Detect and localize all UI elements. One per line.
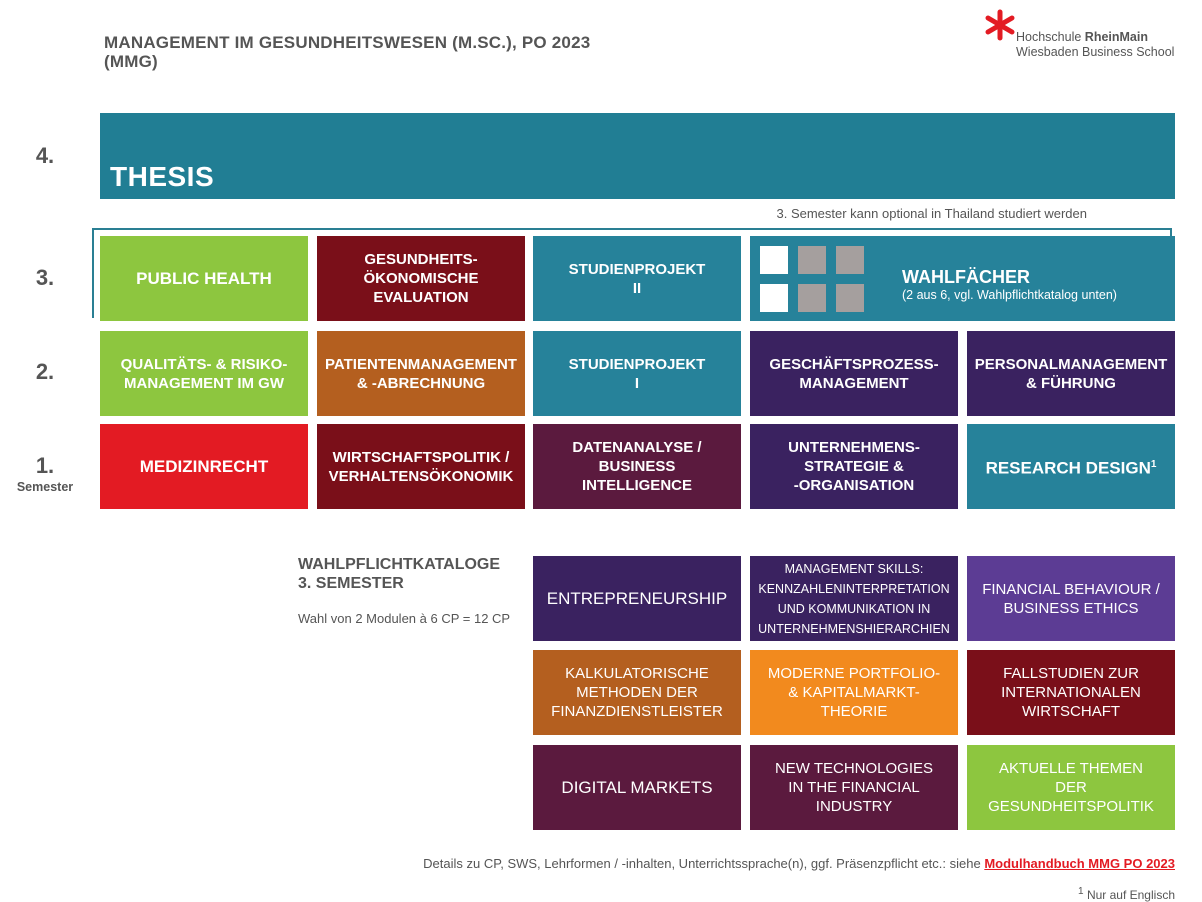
- module-label-line: GESUNDHEITSPOLITIK: [988, 798, 1154, 815]
- footer-details: [423, 856, 1175, 871]
- module-label: DIGITAL MARKETS: [561, 778, 713, 797]
- module-label-line: DER: [1055, 779, 1087, 796]
- footnote-marker: 1: [1078, 886, 1084, 897]
- modulhandbuch-link[interactable]: Modulhandbuch MMG PO 2023: [984, 856, 1175, 871]
- module-label-line: FALLSTUDIEN ZUR: [1003, 665, 1139, 682]
- module-label-line: I: [634, 374, 640, 392]
- module-personalmanagement[interactable]: [967, 331, 1175, 416]
- module-label-line: KENNZAHLENINTERPRETATION: [758, 581, 950, 596]
- elective-management-skills[interactable]: [750, 556, 958, 641]
- module-label-line: UNTERNEHMENSHIERARCHIEN: [758, 621, 950, 636]
- module-label-line: STUDIENPROJEKT: [568, 355, 706, 373]
- semester-1-label: 1.: [35, 453, 55, 478]
- module-research-design[interactable]: [967, 424, 1175, 509]
- module-label-line: INDUSTRY: [815, 798, 893, 815]
- logo-line1-bold: RheinMain: [1084, 30, 1148, 44]
- module-label-line: -ORGANISATION: [793, 477, 915, 494]
- module-label-line: QUALITÄTS- & RISIKO-: [120, 355, 288, 373]
- module-label-line: GESUNDHEITS-: [364, 251, 478, 268]
- module-qualitaets-risikomanagement[interactable]: [100, 331, 308, 416]
- module-label: RESEARCH DESIGN: [985, 458, 1151, 478]
- module-unternehmensstrategie[interactable]: [750, 424, 958, 509]
- thesis-label: THESIS: [110, 161, 215, 192]
- footnote-text: Nur auf Englisch: [1083, 888, 1175, 902]
- module-geschaeftsprozessmanagement[interactable]: [750, 331, 958, 416]
- module-label-line: MANAGEMENT SKILLS:: [784, 561, 924, 576]
- module-studienprojekt-2[interactable]: [533, 236, 741, 321]
- module-label-line: IN THE FINANCIAL: [788, 779, 920, 796]
- module-label-line: BUSINESS ETHICS: [1003, 599, 1139, 617]
- thesis-block[interactable]: [100, 113, 1175, 199]
- module-label-line: INTERNATIONALEN: [1001, 684, 1141, 701]
- module-patientenmanagement[interactable]: [317, 331, 525, 416]
- module-label-line: PATIENTENMANAGEMENT: [325, 355, 517, 373]
- wahlfaecher-title: WAHLFÄCHER: [902, 267, 1030, 287]
- module-label: PUBLIC HEALTH: [136, 269, 272, 288]
- footer-details-text: Details zu CP, SWS, Lehrformen / -inhalten, Unterrichtssprache(n), ggf. Präsenzpflicht etc.: siehe: [423, 856, 985, 871]
- module-label-line: METHODEN DER: [576, 684, 698, 701]
- page-title-line1: MANAGEMENT IM GESUNDHEITSWESEN (M.SC.), PO 2023: [104, 33, 591, 52]
- module-label-line: UND KOMMUNIKATION IN: [777, 601, 931, 616]
- module-label: MEDIZINRECHT: [139, 457, 269, 476]
- footnote: [1078, 886, 1175, 902]
- catalog-subtitle: Wahl von 2 Modulen à 6 CP = 12 CP: [298, 611, 511, 626]
- page-title: [104, 33, 590, 71]
- module-label-line: PERSONALMANAGEMENT: [974, 355, 1168, 373]
- elective-aktuelle-themen[interactable]: [967, 745, 1175, 830]
- logo-line2: Wiesbaden Business School: [1016, 45, 1175, 59]
- module-label-line: & KAPITALMARKT-: [788, 684, 920, 701]
- module-label-line: KALKULATORISCHE: [565, 665, 709, 682]
- module-label-line: FINANCIAL BEHAVIOUR /: [982, 580, 1160, 598]
- module-label-line: STUDIENPROJEKT: [568, 260, 706, 278]
- module-label-line: EVALUATION: [373, 289, 469, 306]
- elective-portfolio-theorie[interactable]: [750, 650, 958, 735]
- module-gesundheitsoekonomische-evaluation[interactable]: [317, 236, 525, 321]
- catalog-title-line1: WAHLPFLICHTKATALOGE: [298, 556, 501, 573]
- module-wirtschaftspolitik[interactable]: [317, 424, 525, 509]
- module-label: ENTREPRENEURSHIP: [546, 589, 728, 608]
- module-label-line: & -ABRECHNUNG: [356, 374, 486, 392]
- catalog-title: [298, 555, 500, 593]
- module-label-line: AKTUELLE THEMEN: [999, 760, 1143, 777]
- catalog-title-line2: 3. SEMESTER: [298, 575, 404, 592]
- semester-4-label: 4.: [35, 143, 55, 168]
- module-label-line: WIRTSCHAFT: [1021, 703, 1121, 720]
- module-label-line: MODERNE PORTFOLIO-: [767, 665, 941, 682]
- semester-2-label: 2.: [35, 359, 55, 384]
- elective-entrepreneurship[interactable]: [533, 556, 741, 641]
- module-datenanalyse[interactable]: [533, 424, 741, 509]
- footnote-marker: 1: [1150, 459, 1157, 471]
- module-label-line: GESCHÄFTSPROZESS-: [769, 355, 939, 373]
- elective-grid-icon: [760, 246, 864, 312]
- module-label-line: DATENANALYSE /: [572, 439, 702, 456]
- module-label-line: MANAGEMENT IM GW: [124, 374, 284, 392]
- asterisk-star-icon: [983, 8, 1017, 42]
- module-label-line: MANAGEMENT: [799, 374, 909, 392]
- module-label-line: WIRTSCHAFTSPOLITIK /: [332, 448, 510, 466]
- page-title-line2: (MMG): [104, 52, 158, 71]
- elective-financial-behaviour[interactable]: [967, 556, 1175, 641]
- elective-digital-markets[interactable]: [533, 745, 741, 830]
- module-label-line: NEW TECHNOLOGIES: [774, 760, 934, 777]
- module-public-health[interactable]: [100, 236, 308, 321]
- thailand-note: 3. Semester kann optional in Thailand studiert werden: [776, 206, 1087, 221]
- elective-new-technologies[interactable]: [750, 745, 958, 830]
- module-label-line: THEORIE: [820, 703, 888, 720]
- semester-word-label: Semester: [16, 480, 74, 494]
- module-label-line: FINANZDIENSTLEISTER: [551, 703, 723, 720]
- module-studienprojekt-1[interactable]: [533, 331, 741, 416]
- logo-line1-normal: Hochschule: [1016, 30, 1085, 44]
- semester-3-label: 3.: [35, 265, 55, 290]
- module-label-line: & FÜHRUNG: [1025, 374, 1116, 392]
- elective-fallstudien[interactable]: [967, 650, 1175, 735]
- module-label-line: UNTERNEHMENS-: [788, 439, 920, 456]
- elective-kalkulatorische-methoden[interactable]: [533, 650, 741, 735]
- module-label-line: ÖKONOMISCHE: [363, 270, 479, 287]
- module-label-line: II: [632, 279, 642, 297]
- module-label-line: INTELLIGENCE: [581, 477, 692, 494]
- module-label-line: BUSINESS: [598, 458, 676, 475]
- module-label-line: VERHALTENSÖKONOMIK: [328, 467, 514, 485]
- wahlfaecher-subtitle: (2 aus 6, vgl. Wahlpflichtkatalog unten): [902, 288, 1117, 302]
- university-logo[interactable]: [1016, 30, 1174, 60]
- module-label-line: STRATEGIE &: [804, 458, 904, 475]
- module-medizinrecht[interactable]: [100, 424, 308, 509]
